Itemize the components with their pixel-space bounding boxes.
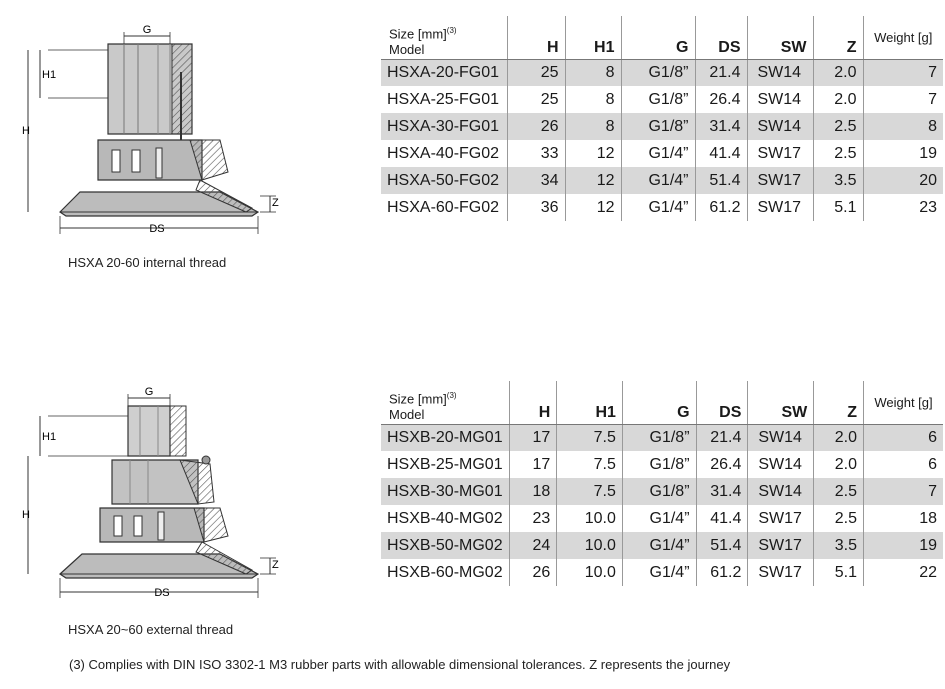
cell-weight: 7 — [863, 86, 943, 113]
header-weight: Weight [g] — [863, 16, 943, 59]
cell-model: HSXB-30-MG01 — [381, 478, 509, 505]
header-model-label: Model — [389, 406, 425, 422]
table-row — [381, 505, 943, 532]
cell-h: 26 — [507, 113, 565, 140]
dimension-label-ds: DS — [154, 587, 170, 599]
cell-model: HSXB-50-MG02 — [381, 532, 509, 559]
dimension-label-h: H — [22, 509, 30, 521]
header-model-label: Model — [389, 41, 425, 57]
cell-weight: 7 — [864, 478, 944, 505]
cell-g: G1/4” — [621, 194, 695, 221]
cell-g: G1/8” — [622, 451, 696, 478]
cell-weight: 6 — [864, 451, 944, 478]
cell-weight: 6 — [864, 424, 944, 451]
cell-h1: 7.5 — [557, 478, 623, 505]
header-h1: H1 — [565, 16, 621, 59]
dimension-label-h: H — [22, 125, 30, 137]
cell-g: G1/4” — [621, 167, 695, 194]
cell-ds: 31.4 — [696, 478, 748, 505]
cell-h: 25 — [507, 59, 565, 86]
cell-z: 2.0 — [813, 59, 863, 86]
cell-ds: 21.4 — [696, 424, 748, 451]
table-row — [381, 59, 943, 86]
cell-h1: 10.0 — [557, 505, 623, 532]
header-sw: SW — [748, 381, 814, 424]
header-ds: DS — [695, 16, 747, 59]
dimension-label-g: G — [142, 24, 152, 36]
cell-g: G1/4” — [621, 140, 695, 167]
header-g: G — [621, 16, 695, 59]
header-sw: SW — [747, 16, 813, 59]
cell-sw: SW14 — [747, 59, 813, 86]
cell-h: 36 — [507, 194, 565, 221]
table-header-row — [381, 381, 943, 424]
table-row — [381, 559, 943, 586]
cell-h: 18 — [509, 478, 557, 505]
cell-sw: SW17 — [748, 559, 814, 586]
header-z: Z — [813, 16, 863, 59]
table-row — [381, 86, 943, 113]
cell-model: HSXB-20-MG01 — [381, 424, 509, 451]
cell-ds: 26.4 — [696, 451, 748, 478]
table-row — [381, 194, 943, 221]
cell-sw: SW14 — [747, 113, 813, 140]
header-size-label: Size [mm] — [389, 391, 447, 407]
cell-weight: 8 — [863, 113, 943, 140]
header-weight: Weight [g] — [864, 381, 944, 424]
cell-h: 23 — [509, 505, 557, 532]
cell-sw: SW14 — [748, 478, 814, 505]
cell-model: HSXB-25-MG01 — [387, 455, 503, 473]
cell-h1: 10.0 — [557, 532, 623, 559]
cell-g: G1/4” — [622, 559, 696, 586]
cell-h: 25 — [507, 86, 565, 113]
dimension-label-ds: DS — [149, 223, 165, 235]
cell-z: 5.1 — [813, 194, 863, 221]
table-row — [381, 113, 943, 140]
cell-z: 2.5 — [814, 505, 864, 532]
cell-h1: 7.5 — [557, 451, 623, 478]
cell-g: G1/4” — [622, 532, 696, 559]
cell-g: G1/8” — [622, 478, 696, 505]
cell-model: HSXA-25-FG01 — [387, 90, 500, 108]
table-row — [381, 451, 943, 478]
dimension-label-g: G — [144, 386, 154, 398]
cell-z: 3.5 — [814, 532, 864, 559]
cell-z: 2.5 — [813, 140, 863, 167]
cell-ds: 61.2 — [695, 194, 747, 221]
cell-ds: 31.4 — [695, 113, 747, 140]
dimension-label-z: Z — [272, 197, 279, 209]
cell-model: HSXA-40-FG02 — [387, 144, 500, 162]
dimension-label-h1: H1 — [42, 69, 57, 81]
cell-h1: 8 — [565, 86, 621, 113]
dimension-label-h1: H1 — [42, 431, 57, 443]
header-size-label: Size [mm] — [389, 26, 447, 42]
header-model — [381, 16, 507, 59]
cell-h1: 12 — [565, 140, 621, 167]
cell-sw: SW17 — [747, 167, 813, 194]
cell-sw: SW17 — [748, 505, 814, 532]
table-row — [381, 140, 943, 167]
cell-ds: 51.4 — [695, 167, 747, 194]
cell-g: G1/4” — [622, 505, 696, 532]
cell-model: HSXB-60-MG02 — [387, 563, 503, 581]
cell-g: G1/8” — [622, 424, 696, 451]
cell-weight: 19 — [863, 140, 943, 167]
footnote-ref: (3) — [446, 391, 457, 401]
drawing-caption: HSXA 20~60 external thread — [68, 622, 234, 637]
cell-weight: 18 — [864, 505, 944, 532]
cell-ds: 61.2 — [696, 559, 748, 586]
cell-z: 3.5 — [813, 167, 863, 194]
table-row — [381, 424, 943, 451]
cell-sw: SW17 — [747, 140, 813, 167]
cell-h1: 12 — [565, 194, 621, 221]
cell-z: 5.1 — [814, 559, 864, 586]
cell-sw: SW17 — [747, 194, 813, 221]
cell-weight: 7 — [863, 59, 943, 86]
cell-g: G1/8” — [621, 86, 695, 113]
cell-model: HSXA-50-FG02 — [381, 167, 507, 194]
table-row — [381, 478, 943, 505]
cell-ds: 26.4 — [695, 86, 747, 113]
suction-cup-external-thread-drawing — [20, 384, 300, 604]
cell-g: G1/8” — [621, 59, 695, 86]
header-h: H — [507, 16, 565, 59]
cell-h1: 8 — [565, 59, 621, 86]
cell-ds: 41.4 — [695, 140, 747, 167]
cell-ds: 41.4 — [696, 505, 748, 532]
cell-h: 33 — [507, 140, 565, 167]
cell-z: 2.0 — [814, 424, 864, 451]
cell-h: 17 — [509, 451, 557, 478]
dimension-label-z: Z — [272, 559, 279, 571]
header-h1: H1 — [557, 381, 623, 424]
cell-model: HSXA-20-FG01 — [381, 59, 507, 86]
table-header-row — [381, 16, 943, 59]
suction-cup-internal-thread-drawing — [20, 22, 300, 242]
drawing-caption: HSXA 20-60 internal thread — [68, 255, 227, 270]
spec-table-external-thread — [381, 381, 943, 586]
footnote-ref: (3) — [446, 26, 457, 36]
cell-weight: 20 — [863, 167, 943, 194]
cell-sw: SW14 — [748, 424, 814, 451]
table-row — [381, 167, 943, 194]
cell-h1: 10.0 — [557, 559, 623, 586]
cell-ds: 21.4 — [695, 59, 747, 86]
cell-h: 34 — [507, 167, 565, 194]
cell-h1: 7.5 — [557, 424, 623, 451]
cell-model: HSXA-60-FG02 — [387, 198, 500, 216]
cell-g: G1/8” — [621, 113, 695, 140]
cell-z: 2.0 — [813, 86, 863, 113]
cell-h1: 12 — [565, 167, 621, 194]
cell-weight: 19 — [864, 532, 944, 559]
cell-weight: 23 — [863, 194, 943, 221]
cell-z: 2.0 — [814, 451, 864, 478]
cell-sw: SW14 — [748, 451, 814, 478]
cell-h: 26 — [509, 559, 557, 586]
cell-h: 24 — [509, 532, 557, 559]
cell-ds: 51.4 — [696, 532, 748, 559]
header-h: H — [509, 381, 557, 424]
cell-sw: SW17 — [748, 532, 814, 559]
cell-h: 17 — [509, 424, 557, 451]
footnote: (3) Complies with DIN ISO 3302-1 M3 rubber parts with allowable dimensional tolerances. Z represents the journey — [69, 657, 731, 672]
spec-table-internal-thread — [381, 16, 943, 221]
table-row — [381, 532, 943, 559]
header-ds: DS — [696, 381, 748, 424]
cell-model: HSXB-40-MG02 — [387, 509, 503, 527]
cell-z: 2.5 — [814, 478, 864, 505]
cell-z: 2.5 — [813, 113, 863, 140]
header-z: Z — [814, 381, 864, 424]
cell-h1: 8 — [565, 113, 621, 140]
header-g: G — [622, 381, 696, 424]
cell-weight: 22 — [864, 559, 944, 586]
header-model — [381, 381, 509, 424]
cell-sw: SW14 — [747, 86, 813, 113]
cell-model: HSXA-30-FG01 — [381, 113, 507, 140]
